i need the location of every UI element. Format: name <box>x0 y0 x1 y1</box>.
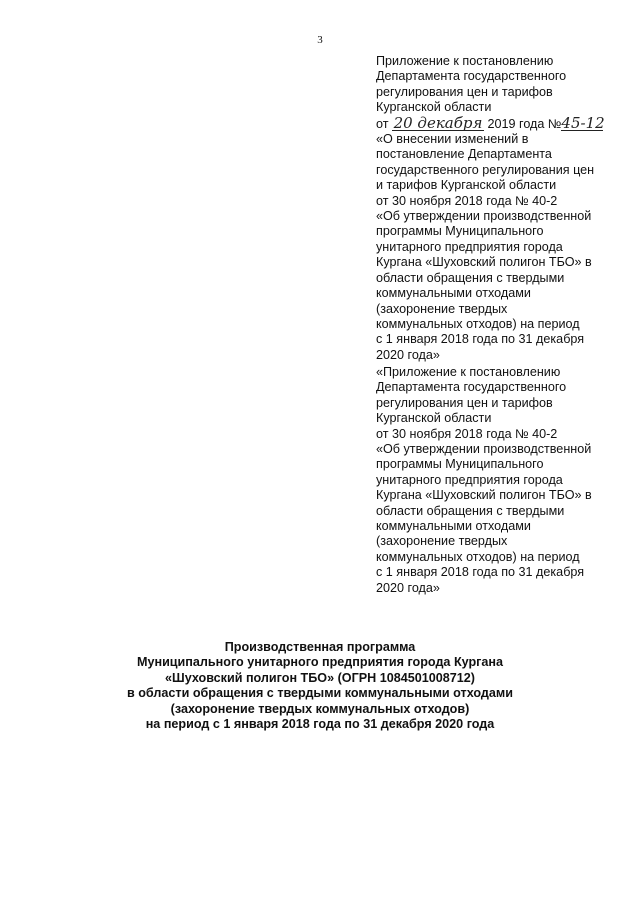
appendix-current-block <box>376 54 616 363</box>
title-line: (захоронение твердых коммунальных отходов) <box>170 701 470 716</box>
appendix-line: регулирования цен и тарифов <box>376 395 553 410</box>
appendix-line: регулирования цен и тарифов <box>376 84 553 99</box>
appendix-line: Департамента государственного <box>376 380 567 395</box>
appendix-line: коммунальными отходами <box>376 519 531 534</box>
appendix-line: Кургана «Шуховский полигон ТБО» в <box>376 488 592 503</box>
handwritten-number: 45-12 <box>561 113 605 132</box>
appendix-line: от 30 ноября 2018 года № 40-2 <box>376 426 558 441</box>
appendix-line: унитарного предприятия города <box>376 472 563 487</box>
appendix-line: Департамента государственного <box>376 69 567 84</box>
title-line: «Шуховский полигон ТБО» (ОГРН 1084501008712) <box>165 670 475 685</box>
appendix-original-block <box>376 365 616 596</box>
date-prefix: от <box>376 116 389 131</box>
appendix-line: 2020 года» <box>376 580 440 595</box>
amendment-line: коммунальных отходов) на период <box>376 316 580 331</box>
handwritten-date: 20 декабря <box>393 113 483 132</box>
program-title <box>0 640 640 732</box>
appendix-line: (захоронение твердых <box>376 534 508 549</box>
appendix-line: «Приложение к постановлению <box>376 365 561 379</box>
appendix-line: Приложение к постановлению <box>376 54 554 68</box>
amendment-line: от 30 ноября 2018 года № 40-2 <box>376 193 558 208</box>
appendix-line: с 1 января 2018 года по 31 декабря <box>376 565 585 580</box>
page-number: 3 <box>317 34 323 46</box>
amendment-line: «Об утверждении производственной <box>376 209 592 224</box>
date-year: 2019 года № <box>487 116 562 131</box>
amendment-line: постановление Департамента <box>376 147 552 162</box>
amendment-line: (захоронение твердых <box>376 301 508 316</box>
amendment-line: «О внесении изменений в <box>376 132 529 147</box>
amendment-line: Кургана «Шуховский полигон ТБО» в <box>376 255 592 270</box>
appendix-line: Курганской области <box>376 411 492 426</box>
title-line: в области обращения с твердыми коммунальными отходами <box>127 686 513 701</box>
title-line: на период с 1 января 2018 года по 31 декабря 2020 года <box>145 717 495 732</box>
appendix-line: коммунальных отходов) на период <box>376 549 580 564</box>
appendix-line: Курганской области <box>376 100 492 115</box>
amendment-line: государственного регулирования цен <box>376 162 595 177</box>
amendment-line: коммунальными отходами <box>376 286 531 301</box>
amendment-line: области обращения с твердыми <box>376 270 565 285</box>
appendix-line: «Об утверждении производственной <box>376 442 592 457</box>
amendment-line: 2020 года» <box>376 347 440 362</box>
amendment-line: и тарифов Курганской области <box>376 178 557 193</box>
title-line: Производственная программа <box>224 640 416 654</box>
date-line <box>376 113 616 132</box>
amendment-line: с 1 января 2018 года по 31 декабря <box>376 332 585 347</box>
appendix-line: области обращения с твердыми <box>376 503 565 518</box>
amendment-line: программы Муниципального <box>376 224 544 239</box>
amendment-line: унитарного предприятия города <box>376 239 563 254</box>
title-line: Муниципального унитарного предприятия города Кургана <box>136 655 504 670</box>
appendix-line: программы Муниципального <box>376 457 544 472</box>
